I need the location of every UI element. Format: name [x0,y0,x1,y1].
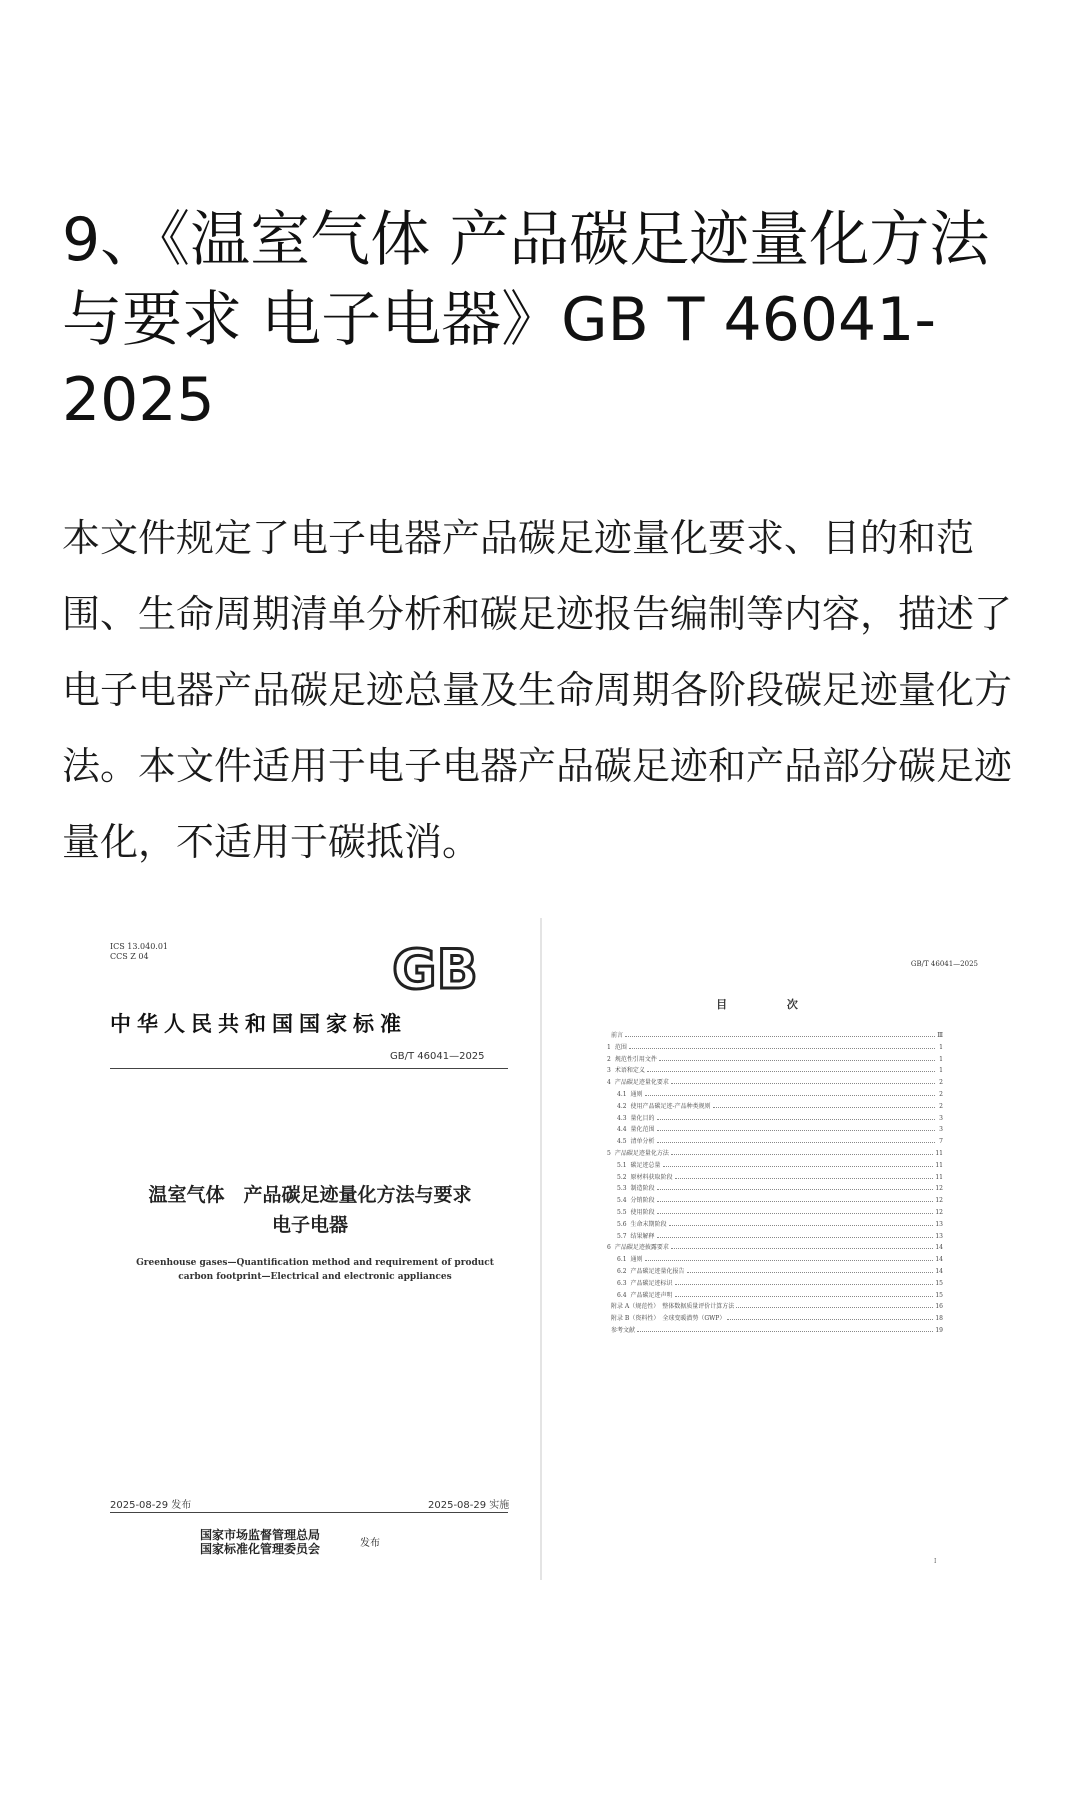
toc-row-leader [671,1077,935,1084]
toc-row-page: 3 [939,1114,943,1122]
toc-row-page: 14 [935,1244,943,1252]
toc-row-page: 2 [939,1079,943,1087]
toc-row-label: 生命末期阶段 [630,1220,667,1228]
toc-row-leader [637,1325,933,1332]
toc-row-number: 5.2 [617,1173,627,1181]
ccs-code: CCS Z 04 [110,952,149,961]
toc-row-number: 6 [607,1244,611,1252]
toc-folio: I [934,1558,937,1565]
ics-code: ICS 13.040.01 [110,942,169,951]
standard-scan-image [100,918,990,1580]
toc-row-leader [727,1313,933,1320]
toc-row [607,1219,943,1231]
toc-row-label: 结果解释 [630,1232,655,1240]
issuing-org-title: 中华人民共和国国家标准 [110,1011,407,1036]
toc-row-number: 4.2 [617,1102,627,1110]
toc-row-leader [657,1183,934,1190]
toc-row [607,1065,943,1077]
toc-row-label: 量化目的 [630,1114,655,1122]
toc-row-leader [629,1042,935,1049]
toc-row [607,1242,943,1254]
toc-row-leader [657,1231,934,1238]
toc-row-number: 4.3 [617,1114,627,1122]
toc-row-leader [647,1065,935,1072]
toc-row-label: 范围 [614,1043,627,1051]
toc-row-number: 5.3 [617,1185,627,1193]
toc-row-number: 2 [607,1055,611,1063]
toc-row [607,1301,943,1313]
toc-row [607,1160,943,1172]
toc-row [607,1183,943,1195]
toc-row-page: 14 [935,1267,943,1275]
toc-row-page: 14 [935,1256,943,1264]
toc-row-label: 参考文献 [611,1326,636,1334]
toc-row [607,1089,943,1101]
toc-row-number: 4 [607,1079,611,1087]
toc-row-number: 1 [607,1043,611,1051]
toc-row-leader [687,1266,934,1273]
toc-row-number: 5.5 [617,1208,627,1216]
toc-row-label: 产品碳足迹量化要求 [614,1079,669,1087]
toc-row-page: 12 [935,1185,943,1193]
toc-row [607,1042,943,1054]
toc-row-number: 5.7 [617,1232,627,1240]
toc-row-leader [671,1148,934,1155]
toc-row-leader [657,1195,934,1202]
toc-row-label: 产品碳足迹量化方法 [614,1149,669,1157]
toc-row-page: 18 [935,1315,943,1323]
toc-list [607,1030,943,1337]
toc-standard-number: GB/T 46041—2025 [910,960,978,968]
toc-row-page: 19 [935,1326,943,1334]
toc-row [607,1207,943,1219]
toc-row [607,1325,943,1337]
toc-row [607,1030,943,1042]
toc-row-page: 15 [935,1291,943,1299]
standard-cover-page [100,918,540,1580]
toc-row-label: 碳足迹总量 [630,1161,661,1169]
toc-row-number: 4.4 [617,1126,627,1134]
toc-row [607,1195,943,1207]
toc-row-label: 产品碳足迹标识 [630,1279,673,1287]
toc-row-label: 清单分析 [630,1138,655,1146]
toc-row [607,1148,943,1160]
toc-row-number: 5.6 [617,1220,627,1228]
toc-row-page: Ⅲ [937,1032,943,1039]
issuer-line2: 国家标准化管理委员会 [200,1542,321,1556]
page-divider [540,918,542,1580]
toc-row [607,1077,943,1089]
toc-row-page: 1 [939,1043,943,1051]
toc-row-page: 2 [939,1090,943,1098]
toc-row-number: 5.1 [617,1161,627,1169]
toc-row-label: 通则 [630,1256,643,1264]
cover-standard-number: GB/T 46041—2025 [390,1051,485,1062]
toc-heading: 目 次 [716,998,826,1011]
toc-row-number: 5 [607,1149,611,1157]
toc-row-leader [645,1089,935,1096]
cover-title-cn-line2: 电子电器 [271,1214,348,1236]
toc-row-number: 5.4 [617,1197,627,1205]
toc-row-leader [657,1207,934,1214]
article-body: 本文件规定了电子电器产品碳足迹量化要求、目的和范围、生命周期清单分析和碳足迹报告编制等内容，描述了电子电器产品碳足迹总量及生命周期各阶段碳足迹量化方法。本文件适用于电子电器产品碳足迹和产品部分碳足迹量化，不适用于碳抵消。 [62,516,1013,864]
toc-row [607,1290,943,1302]
toc-row-label: 前言 [611,1032,624,1039]
ics-code-block [110,942,168,962]
toc-row [607,1136,943,1148]
toc-row-number: 6.3 [617,1279,627,1287]
toc-row-label: 制造阶段 [630,1185,655,1193]
toc-row-page: 3 [939,1126,943,1134]
toc-row [607,1254,943,1266]
toc-row-leader [736,1301,933,1308]
toc-row-page: 15 [935,1279,943,1287]
toc-row-label: 术语和定义 [614,1067,645,1075]
toc-row-page: 7 [939,1138,943,1146]
toc-row-leader [669,1219,934,1226]
toc-row-page: 1 [939,1067,943,1075]
toc-row-number: 6.4 [617,1291,627,1299]
toc-row-leader [675,1172,934,1179]
toc-row-label: 使用阶段 [630,1208,655,1216]
toc-row-label: 规范性引用文件 [614,1055,657,1063]
cover-title-en: Greenhouse gases—Quantification method and requirement of product carbon footprint—Electrical and electronic appliances [136,1258,494,1282]
toc-row-label: 产品碳足迹披露要求 [614,1244,669,1252]
toc-row-label: 通则 [630,1090,643,1098]
toc-row-page: 2 [939,1102,943,1110]
toc-row-leader [625,1030,935,1037]
toc-row-leader [645,1254,934,1261]
issue-word: 发布 [360,1538,380,1549]
issuer-line1: 国家市场监督管理总局 [200,1528,321,1542]
gb-logo-icon [385,938,485,998]
toc-row [607,1278,943,1290]
toc-row-number: 6.1 [617,1256,627,1264]
toc-row-page: 11 [935,1149,943,1157]
toc-row-page: 12 [935,1208,943,1216]
toc-row-label: 附录 B（资料性） 全球变暖潜势（GWP） [611,1315,726,1323]
toc-row-page: 13 [935,1220,943,1228]
cover-top-rule [110,1068,508,1069]
cover-bottom-rule [110,1512,508,1513]
toc-row-leader [675,1290,934,1297]
toc-row-page: 16 [935,1303,943,1311]
toc-row-page: 1 [939,1055,943,1063]
toc-row-label: 量化范围 [630,1126,655,1134]
toc-row-label: 使用产品碳足迹-产品种类规则 [630,1102,711,1110]
toc-row-label: 分销阶段 [630,1197,655,1205]
issuer-block [200,1528,320,1556]
toc-row-page: 11 [935,1161,943,1169]
toc-row-leader [663,1160,934,1167]
cover-title-cn-line1: 温室气体 产品碳足迹量化方法与要求 [148,1184,472,1206]
toc-row-leader [657,1136,935,1143]
toc-page [552,918,990,1580]
toc-row-leader [657,1124,935,1131]
toc-row-number: 3 [607,1067,611,1075]
toc-row-leader [657,1113,935,1120]
article-title: 9、《温室气体 产品碳足迹量化方法与要求 电子电器》GB T 46041-2025 [62,205,990,435]
toc-row [607,1113,943,1125]
toc-row [607,1266,943,1278]
toc-row-leader [713,1101,935,1108]
toc-row-leader [671,1242,934,1249]
toc-row-number: 4.5 [617,1138,627,1146]
toc-row-page: 11 [935,1173,943,1181]
toc-row-label: 原材料获取阶段 [630,1173,673,1181]
toc-row-label: 附录 A（规范性） 整体数据质量评价计算方法 [611,1303,735,1311]
toc-row-leader [675,1278,934,1285]
toc-row [607,1101,943,1113]
toc-row [607,1231,943,1243]
toc-row-label: 产品碳足迹量化报告 [630,1267,685,1275]
toc-row-leader [659,1054,935,1061]
toc-row-number: 6.2 [617,1267,627,1275]
toc-row [607,1124,943,1136]
toc-row [607,1054,943,1066]
publish-date: 2025-08-29 发布 [110,1500,192,1511]
toc-row [607,1313,943,1325]
toc-row-page: 13 [935,1232,943,1240]
gb-logo-text: GB [392,938,478,998]
toc-row [607,1172,943,1184]
toc-row-page: 12 [935,1197,943,1205]
cover-title-cn [100,1180,520,1240]
implement-date: 2025-08-29 实施 [428,1500,510,1511]
toc-row-number: 4.1 [617,1090,627,1098]
toc-row-label: 产品碳足迹声明 [630,1291,673,1299]
